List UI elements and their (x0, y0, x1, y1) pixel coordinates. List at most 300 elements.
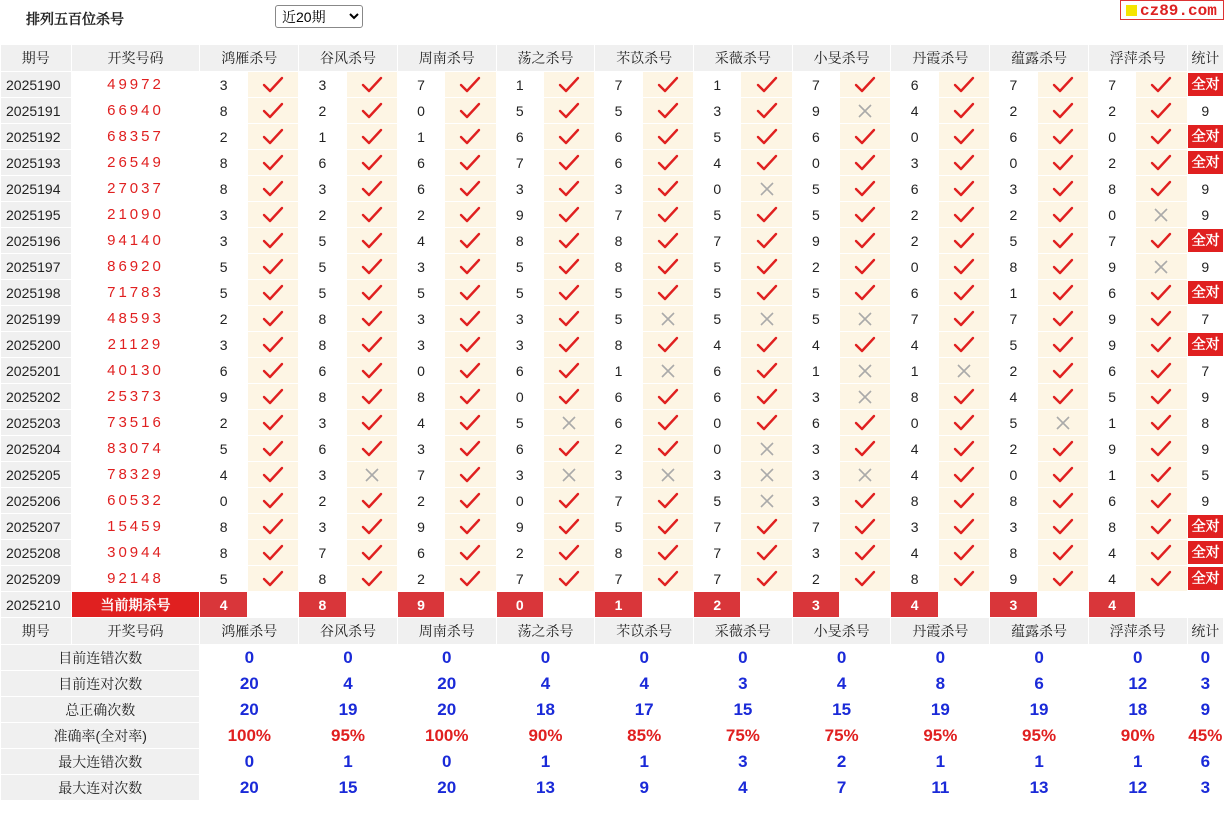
kill-number-cell: 7 (990, 306, 1037, 332)
result-correct-cell (1136, 566, 1187, 592)
result-wrong-cell (1037, 410, 1088, 436)
stats-value: 1 (1088, 749, 1187, 775)
result-correct-cell (642, 176, 693, 202)
issue-cell: 2025203 (1, 410, 72, 436)
kill-number-cell: 0 (496, 488, 543, 514)
check-icon (1038, 492, 1088, 510)
result-correct-cell (346, 72, 397, 98)
check-icon (1136, 518, 1186, 536)
stats-value: 12 (1088, 671, 1187, 697)
col-header-issue: 期号 (1, 45, 72, 72)
stats-row (1, 775, 1224, 801)
col-header-expert: 蕴露杀号 (990, 45, 1089, 72)
kill-number-cell: 0 (397, 358, 444, 384)
result-wrong-cell (642, 358, 693, 384)
result-correct-cell (642, 124, 693, 150)
stats-value: 100% (397, 723, 496, 749)
kill-number-cell: 6 (891, 280, 938, 306)
result-correct-cell (543, 566, 594, 592)
result-correct-cell (642, 384, 693, 410)
kill-number-cell: 5 (694, 306, 741, 332)
stat-count: 7 (1201, 310, 1210, 327)
check-icon (544, 492, 594, 510)
result-correct-cell (346, 98, 397, 124)
kill-number-cell: 1 (694, 72, 741, 98)
kill-number-cell: 5 (694, 280, 741, 306)
check-icon (347, 414, 397, 432)
kill-number-cell: 1 (1088, 410, 1135, 436)
stats-value: 20 (200, 697, 299, 723)
stats-row (1, 749, 1224, 775)
kill-number-cell: 3 (496, 332, 543, 358)
all-correct-badge: 全对 (1188, 541, 1224, 564)
stat-count: 9 (1201, 258, 1210, 275)
kill-number-cell: 4 (397, 410, 444, 436)
col-header-expert: 周南杀号 (397, 618, 496, 645)
result-correct-cell (445, 202, 496, 228)
current-kill-spacer (938, 592, 989, 618)
kill-number-cell: 6 (299, 358, 346, 384)
cross-icon (741, 493, 791, 509)
site-logo[interactable] (1120, 0, 1224, 20)
check-icon (741, 362, 791, 380)
result-correct-cell (1136, 72, 1187, 98)
check-icon (643, 258, 693, 276)
result-correct-cell (938, 566, 989, 592)
stats-value: 0 (496, 645, 595, 671)
kill-number-cell: 3 (792, 540, 839, 566)
result-correct-cell (840, 514, 891, 540)
col-header-expert: 谷风杀号 (299, 618, 398, 645)
result-correct-cell (445, 228, 496, 254)
check-icon (1038, 310, 1088, 328)
result-correct-cell (1136, 124, 1187, 150)
stat-count: 7 (1201, 362, 1210, 379)
check-icon (741, 414, 791, 432)
stat-count: 8 (1201, 414, 1210, 431)
col-header-expert: 荡之杀号 (496, 45, 595, 72)
check-icon (248, 128, 298, 146)
kill-number-cell: 8 (990, 254, 1037, 280)
issue-cell: 2025196 (1, 228, 72, 254)
check-icon (1136, 180, 1186, 198)
check-icon (445, 180, 495, 198)
check-icon (248, 154, 298, 172)
stat-count: 9 (1201, 440, 1210, 457)
kill-number-cell: 8 (397, 384, 444, 410)
draw-code-cell: 83074 (71, 436, 200, 462)
draw-code-cell: 21129 (71, 332, 200, 358)
kill-number-cell: 5 (496, 410, 543, 436)
check-icon (643, 518, 693, 536)
result-wrong-cell (642, 462, 693, 488)
current-issue-cell: 2025210 (1, 592, 72, 618)
result-correct-cell (938, 124, 989, 150)
check-icon (347, 206, 397, 224)
result-correct-cell (445, 98, 496, 124)
all-correct-badge: 全对 (1188, 333, 1224, 356)
kill-number-cell: 5 (496, 98, 543, 124)
result-correct-cell (938, 254, 989, 280)
result-correct-cell (840, 72, 891, 98)
kill-number-cell: 3 (299, 462, 346, 488)
draw-code-cell: 49972 (71, 72, 200, 98)
kill-number-cell: 7 (694, 540, 741, 566)
col-header-expert: 小旻杀号 (792, 618, 891, 645)
result-correct-cell (1037, 176, 1088, 202)
cross-icon (1136, 207, 1186, 223)
check-icon (840, 570, 890, 588)
table-row (1, 254, 1224, 280)
all-correct-badge: 全对 (1188, 515, 1224, 538)
kill-number-cell: 6 (891, 72, 938, 98)
result-wrong-cell (938, 358, 989, 384)
stat-cell (1187, 566, 1223, 592)
result-wrong-cell (840, 384, 891, 410)
result-correct-cell (346, 358, 397, 384)
check-icon (741, 154, 791, 172)
kill-number-cell: 0 (200, 488, 247, 514)
table-row (1, 384, 1224, 410)
stats-label: 最大连对次数 (1, 775, 200, 801)
check-icon (939, 76, 989, 94)
result-wrong-cell (741, 306, 792, 332)
result-correct-cell (543, 124, 594, 150)
cross-icon (741, 311, 791, 327)
check-icon (544, 180, 594, 198)
kill-number-cell: 7 (792, 72, 839, 98)
kill-number-cell: 2 (990, 436, 1037, 462)
kill-number-cell: 6 (1088, 358, 1135, 384)
result-correct-cell (247, 280, 298, 306)
kill-number-cell: 7 (595, 488, 642, 514)
check-icon (544, 336, 594, 354)
stats-value: 19 (299, 697, 398, 723)
cross-icon (544, 415, 594, 431)
table-row (1, 488, 1224, 514)
result-correct-cell (346, 566, 397, 592)
stats-value: 45% (1187, 723, 1223, 749)
check-icon (445, 440, 495, 458)
result-correct-cell (247, 306, 298, 332)
kill-number-cell: 4 (200, 462, 247, 488)
check-icon (741, 258, 791, 276)
kill-number-cell: 8 (891, 566, 938, 592)
result-correct-cell (642, 254, 693, 280)
result-correct-cell (1136, 332, 1187, 358)
check-icon (741, 570, 791, 588)
kill-number-cell: 5 (1088, 384, 1135, 410)
cross-icon (741, 467, 791, 483)
result-correct-cell (642, 150, 693, 176)
result-correct-cell (1136, 280, 1187, 306)
stat-count: 9 (1201, 388, 1210, 405)
check-icon (445, 414, 495, 432)
check-icon (1038, 518, 1088, 536)
kill-number-cell: 2 (299, 202, 346, 228)
stats-value: 95% (891, 723, 990, 749)
issue-cell: 2025200 (1, 332, 72, 358)
check-icon (248, 284, 298, 302)
result-correct-cell (938, 228, 989, 254)
stats-row (1, 645, 1224, 671)
check-icon (544, 258, 594, 276)
kill-number-cell: 7 (595, 202, 642, 228)
current-kill-number: 3 (792, 592, 839, 618)
issue-cell: 2025202 (1, 384, 72, 410)
result-correct-cell (346, 410, 397, 436)
result-correct-cell (1136, 488, 1187, 514)
result-correct-cell (445, 176, 496, 202)
result-correct-cell (247, 566, 298, 592)
check-icon (248, 362, 298, 380)
check-icon (840, 258, 890, 276)
stats-value: 75% (694, 723, 793, 749)
result-correct-cell (1136, 176, 1187, 202)
page-title: 排列五百位杀号 (26, 11, 124, 27)
result-wrong-cell (840, 358, 891, 384)
kill-number-cell: 5 (595, 98, 642, 124)
stat-cell (1187, 306, 1223, 332)
stats-value: 100% (200, 723, 299, 749)
check-icon (347, 440, 397, 458)
check-icon (840, 284, 890, 302)
kill-number-cell: 3 (792, 488, 839, 514)
stats-value: 17 (595, 697, 694, 723)
result-wrong-cell (840, 306, 891, 332)
kill-number-cell: 3 (990, 176, 1037, 202)
result-correct-cell (445, 72, 496, 98)
result-correct-cell (741, 410, 792, 436)
check-icon (544, 232, 594, 250)
result-correct-cell (840, 228, 891, 254)
result-correct-cell (642, 280, 693, 306)
stats-value: 1 (891, 749, 990, 775)
current-kill-spacer (1037, 592, 1088, 618)
check-icon (544, 518, 594, 536)
check-icon (741, 544, 791, 562)
kill-number-cell: 0 (496, 384, 543, 410)
stats-value: 0 (792, 645, 891, 671)
stats-value: 13 (496, 775, 595, 801)
cross-icon (741, 181, 791, 197)
kill-number-cell: 5 (200, 566, 247, 592)
result-correct-cell (741, 280, 792, 306)
check-icon (544, 440, 594, 458)
check-icon (1136, 570, 1186, 588)
check-icon (840, 76, 890, 94)
col-header-expert: 芣苡杀号 (595, 618, 694, 645)
kill-number-cell: 6 (200, 358, 247, 384)
check-icon (939, 232, 989, 250)
check-icon (840, 518, 890, 536)
kill-number-cell: 5 (792, 306, 839, 332)
result-correct-cell (938, 436, 989, 462)
kill-number-cell: 3 (299, 410, 346, 436)
cross-icon (1136, 259, 1186, 275)
kill-number-cell: 7 (496, 150, 543, 176)
check-icon (939, 310, 989, 328)
current-kill-number: 4 (891, 592, 938, 618)
result-correct-cell (642, 228, 693, 254)
issue-cell: 2025201 (1, 358, 72, 384)
cross-icon (840, 363, 890, 379)
issue-cell: 2025195 (1, 202, 72, 228)
result-correct-cell (543, 72, 594, 98)
stats-value: 20 (200, 671, 299, 697)
stats-value: 7 (792, 775, 891, 801)
kill-number-cell: 1 (990, 280, 1037, 306)
table-row (1, 306, 1224, 332)
result-wrong-cell (642, 306, 693, 332)
kill-number-cell: 5 (694, 488, 741, 514)
result-correct-cell (247, 202, 298, 228)
check-icon (1038, 206, 1088, 224)
check-icon (347, 180, 397, 198)
kill-number-cell: 2 (891, 228, 938, 254)
check-icon (643, 206, 693, 224)
kill-number-cell: 8 (200, 176, 247, 202)
stats-value: 4 (595, 671, 694, 697)
table-row (1, 228, 1224, 254)
check-icon (248, 492, 298, 510)
check-icon (347, 570, 397, 588)
kill-number-cell: 2 (397, 488, 444, 514)
stats-value: 13 (990, 775, 1089, 801)
stats-value: 2 (792, 749, 891, 775)
stats-value: 20 (397, 671, 496, 697)
kill-number-cell: 4 (891, 462, 938, 488)
kill-number-cell: 6 (299, 436, 346, 462)
result-correct-cell (642, 488, 693, 514)
check-icon (1136, 440, 1186, 458)
kill-number-cell: 0 (891, 254, 938, 280)
current-stat-blank (1187, 592, 1223, 618)
kill-number-cell: 2 (299, 98, 346, 124)
check-icon (643, 128, 693, 146)
stats-value: 95% (990, 723, 1089, 749)
kill-number-cell: 2 (200, 410, 247, 436)
result-correct-cell (543, 280, 594, 306)
draw-code-cell: 60532 (71, 488, 200, 514)
result-correct-cell (445, 410, 496, 436)
kill-number-cell: 5 (200, 254, 247, 280)
result-correct-cell (1037, 72, 1088, 98)
result-correct-cell (543, 176, 594, 202)
cross-icon (840, 103, 890, 119)
result-correct-cell (543, 150, 594, 176)
check-icon (741, 336, 791, 354)
kill-number-cell: 7 (496, 566, 543, 592)
table-row (1, 462, 1224, 488)
result-correct-cell (247, 150, 298, 176)
kill-number-cell: 8 (595, 228, 642, 254)
table-header-row (1, 45, 1224, 72)
check-icon (840, 440, 890, 458)
check-icon (445, 492, 495, 510)
result-correct-cell (938, 72, 989, 98)
check-icon (347, 232, 397, 250)
table-row (1, 540, 1224, 566)
col-header-expert: 浮萍杀号 (1088, 618, 1187, 645)
check-icon (1038, 440, 1088, 458)
kill-number-cell: 5 (792, 176, 839, 202)
period-select[interactable] (275, 5, 363, 28)
result-correct-cell (1136, 462, 1187, 488)
stats-value: 4 (299, 671, 398, 697)
kill-number-cell: 5 (397, 280, 444, 306)
stats-value: 75% (792, 723, 891, 749)
draw-code-cell: 92148 (71, 566, 200, 592)
check-icon (1038, 76, 1088, 94)
stats-value: 1 (496, 749, 595, 775)
kill-number-cell: 8 (595, 332, 642, 358)
result-correct-cell (741, 202, 792, 228)
result-correct-cell (445, 540, 496, 566)
kill-number-cell: 6 (595, 150, 642, 176)
result-correct-cell (840, 280, 891, 306)
check-icon (741, 128, 791, 146)
kill-number-cell: 2 (397, 566, 444, 592)
result-correct-cell (1037, 124, 1088, 150)
result-correct-cell (642, 72, 693, 98)
col-header-expert: 鸿雁杀号 (200, 45, 299, 72)
result-correct-cell (741, 150, 792, 176)
result-correct-cell (938, 514, 989, 540)
kill-number-cell: 0 (694, 176, 741, 202)
check-icon (643, 414, 693, 432)
check-icon (1038, 284, 1088, 302)
kill-number-cell: 6 (1088, 488, 1135, 514)
result-correct-cell (741, 540, 792, 566)
current-kill-spacer (1136, 592, 1187, 618)
kill-number-cell: 8 (200, 514, 247, 540)
check-icon (939, 544, 989, 562)
stats-row (1, 723, 1224, 749)
result-correct-cell (445, 332, 496, 358)
col-header-expert: 蕴露杀号 (990, 618, 1089, 645)
logo-square-icon (1126, 5, 1137, 16)
check-icon (445, 336, 495, 354)
stat-count: 9 (1201, 206, 1210, 223)
check-icon (248, 440, 298, 458)
result-correct-cell (1037, 98, 1088, 124)
check-icon (347, 336, 397, 354)
result-correct-cell (543, 436, 594, 462)
kill-number-cell: 2 (1088, 98, 1135, 124)
stats-value: 12 (1088, 775, 1187, 801)
result-correct-cell (741, 98, 792, 124)
kill-number-cell: 3 (299, 514, 346, 540)
check-icon (643, 492, 693, 510)
result-correct-cell (445, 150, 496, 176)
check-icon (1136, 284, 1186, 302)
check-icon (939, 284, 989, 302)
result-correct-cell (741, 228, 792, 254)
kill-number-cell: 7 (694, 566, 741, 592)
issue-cell: 2025193 (1, 150, 72, 176)
stats-value: 20 (200, 775, 299, 801)
kill-number-cell: 4 (694, 332, 741, 358)
cross-icon (544, 467, 594, 483)
kill-number-cell: 8 (200, 540, 247, 566)
kill-number-cell: 6 (496, 436, 543, 462)
stats-row (1, 671, 1224, 697)
check-icon (1038, 336, 1088, 354)
result-correct-cell (642, 540, 693, 566)
kill-number-cell: 8 (891, 488, 938, 514)
stat-cell (1187, 280, 1223, 306)
